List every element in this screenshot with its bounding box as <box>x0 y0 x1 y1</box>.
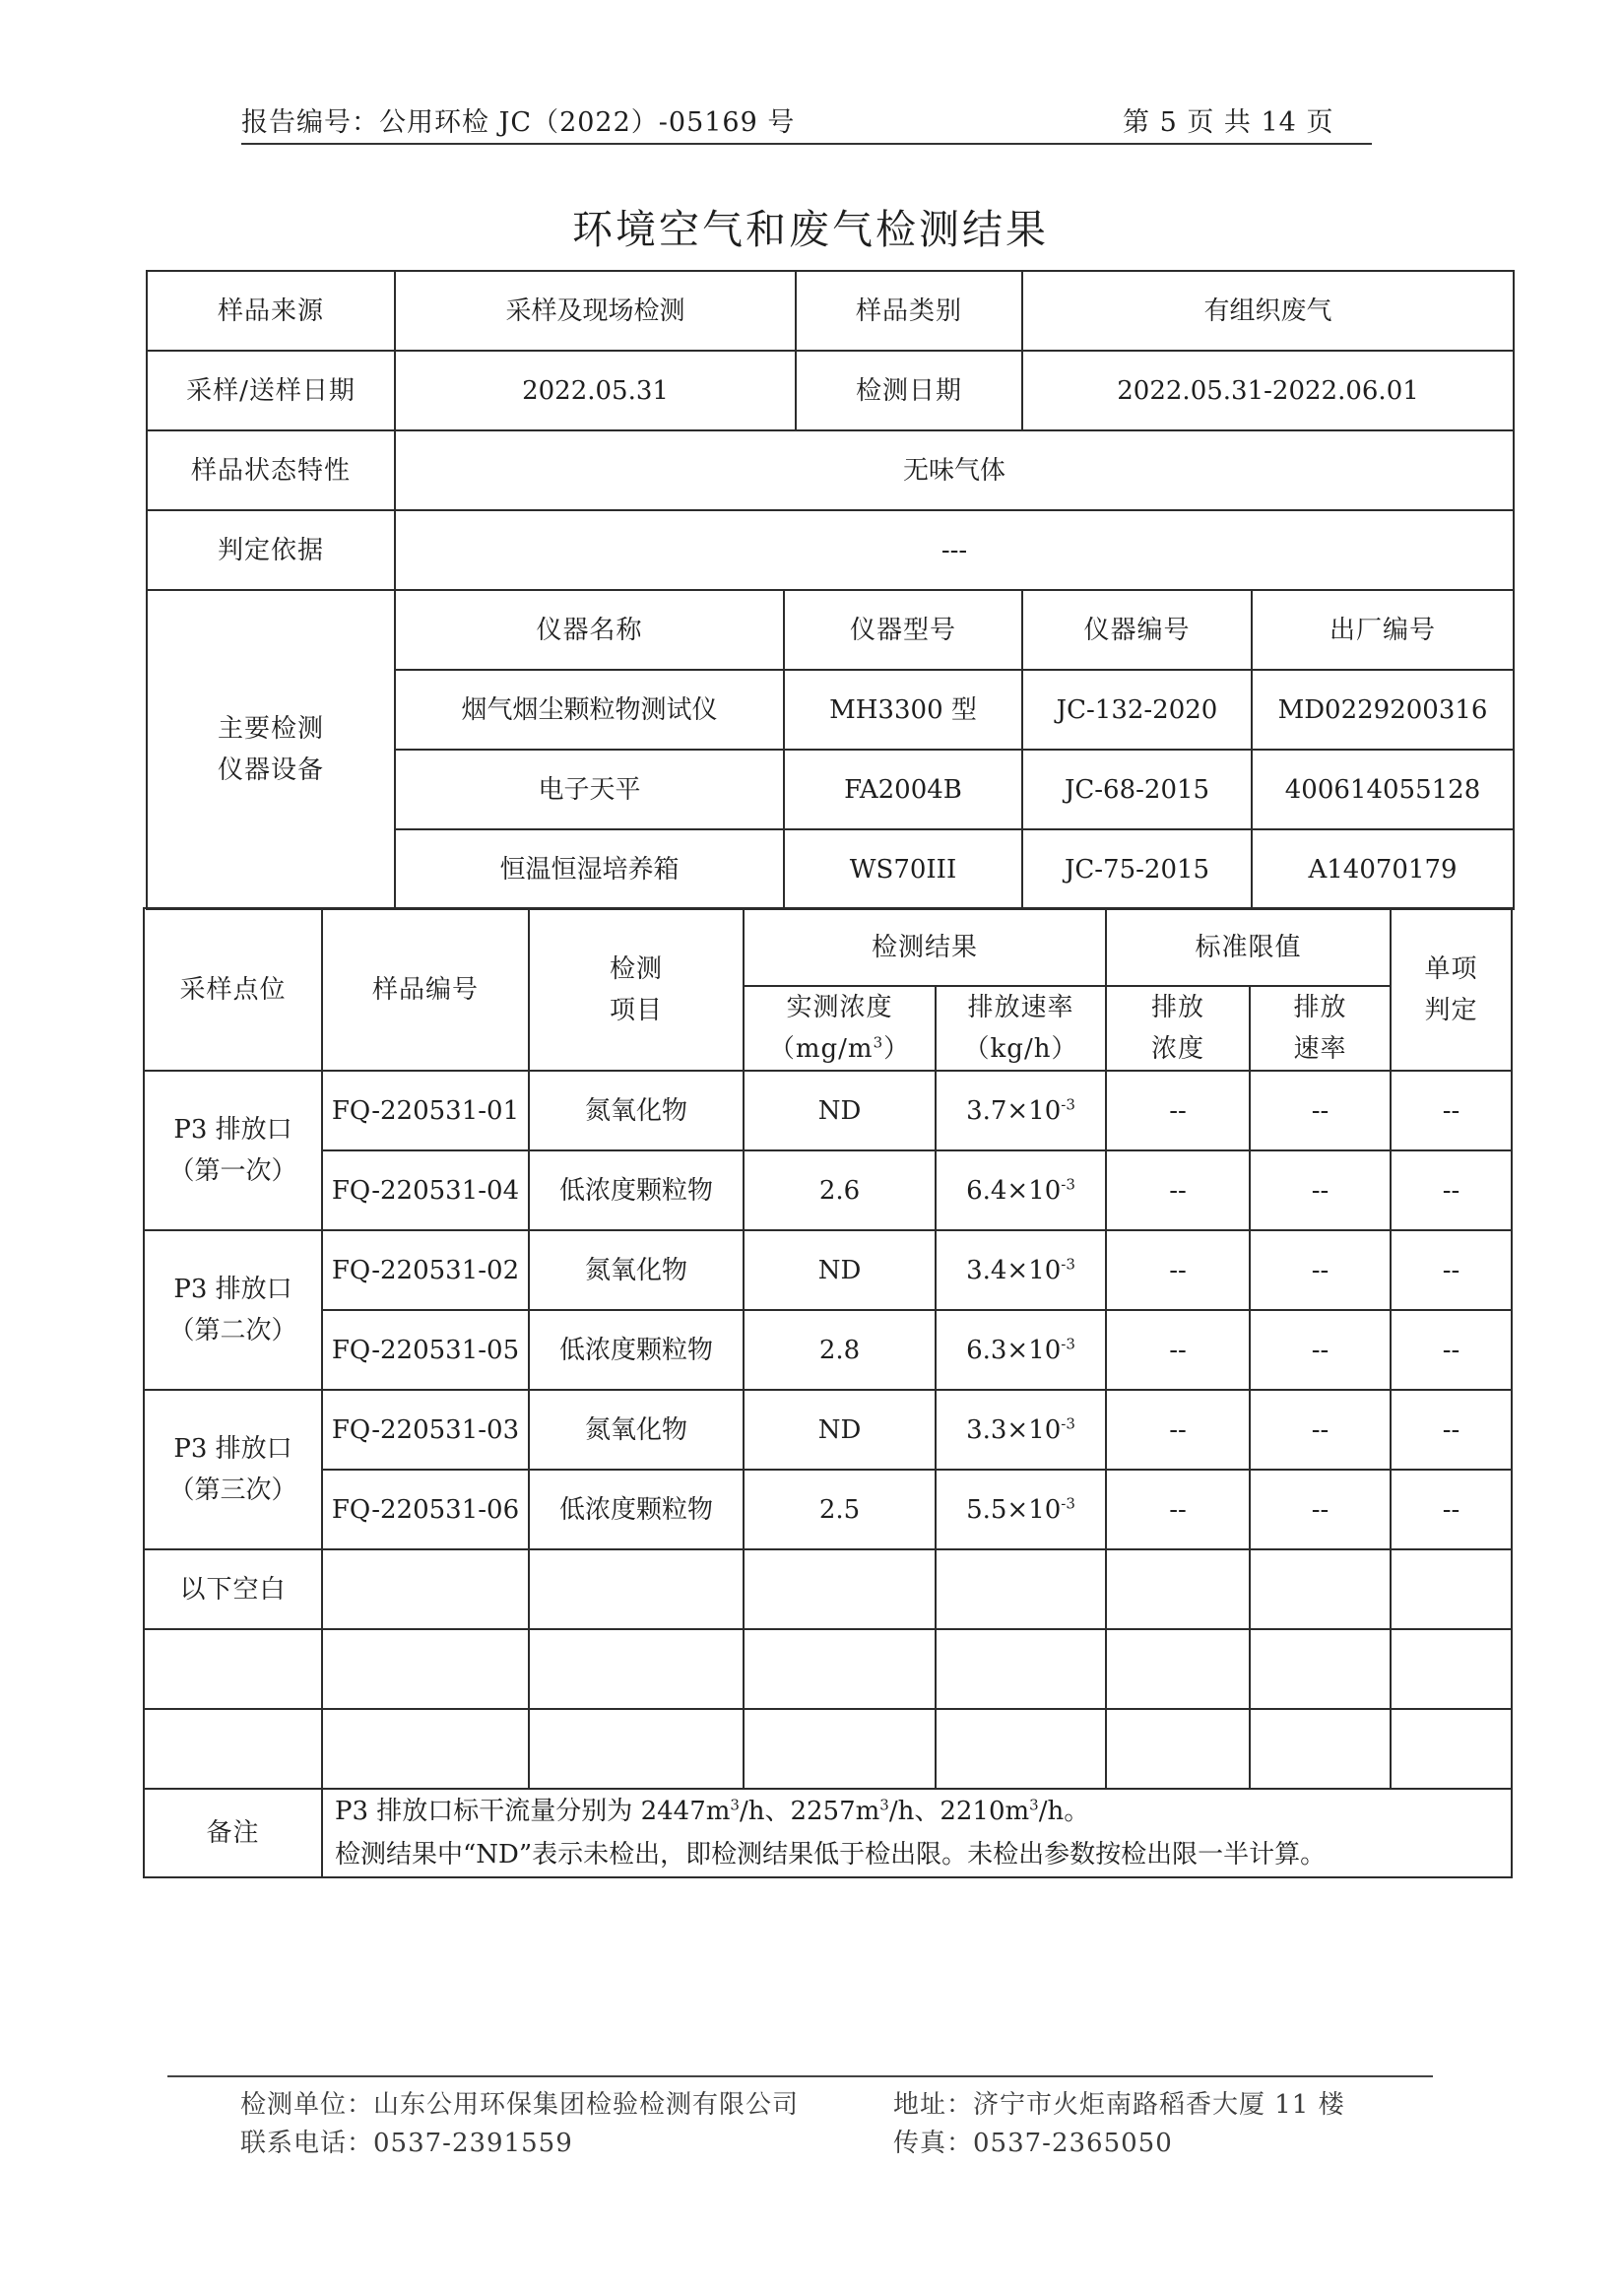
blank-row <box>144 1549 1512 1629</box>
blank-row <box>144 1629 1512 1709</box>
page-number: 第 5 页 共 14 页 <box>1123 107 1334 138</box>
header-divider <box>241 143 1372 145</box>
measured-conc: ND <box>744 1071 936 1150</box>
footer-fax: 传真：0537-2365050 <box>893 2129 1173 2158</box>
sampling-date-label: 采样/送样日期 <box>147 351 395 430</box>
instr-serial: 400614055128 <box>1252 750 1514 829</box>
remarks-text: P3 排放口标干流量分别为 $2447m^3/h$、$2257m^3/h$、$2210m^3/h$。 检测结果中“ND”表示未检出，即检测结果低于检出限。未检出参数按检出限一半计算。 <box>322 1789 1512 1877</box>
emission-rate: $6.4\times 10^{-3}$ <box>936 1150 1106 1230</box>
sampling-date-value: 2022.05.31 <box>395 351 796 430</box>
judgement: -- <box>1391 1071 1512 1150</box>
category-value: 有组织废气 <box>1022 271 1514 351</box>
remarks-label: 备注 <box>144 1789 322 1877</box>
instr-serial: MD0229200316 <box>1252 670 1514 750</box>
measured-conc: ND <box>744 1390 936 1470</box>
footer-divider <box>167 2075 1433 2077</box>
col-limit-conc: 排放 浓度 <box>1106 986 1250 1071</box>
col-result-group: 检测结果 <box>744 908 1106 986</box>
table-row <box>144 1390 1512 1470</box>
emission-rate: $6.3\times 10^{-3}$ <box>936 1310 1106 1390</box>
sampling-point: P3 排放口 （第一次） <box>144 1071 322 1230</box>
col-conc: 实测浓度 $(mg/m^3)$ <box>744 986 936 1071</box>
table-row <box>144 1071 1512 1150</box>
basis-value: --- <box>395 510 1514 590</box>
test-item: 低浓度颗粒物 <box>529 1310 744 1390</box>
limit-rate: -- <box>1250 1071 1391 1150</box>
blank-label: 以下空白 <box>144 1549 322 1629</box>
source-value: 采样及现场检测 <box>395 271 796 351</box>
measured-conc: 2.6 <box>744 1150 936 1230</box>
instr-header-number: 仪器编号 <box>1022 590 1252 670</box>
source-label: 样品来源 <box>147 271 395 351</box>
sample-no: FQ-220531-05 <box>322 1310 529 1390</box>
table-row <box>144 1470 1512 1549</box>
col-judge: 单项 判定 <box>1391 908 1512 1071</box>
test-item: 氮氧化物 <box>529 1390 744 1470</box>
page-title: 环境空气和废气检测结果 <box>572 206 1049 253</box>
test-item: 低浓度颗粒物 <box>529 1470 744 1549</box>
report-number: 报告编号：公用环检 JC（2022）-05169 号 <box>241 107 796 138</box>
basis-label: 判定依据 <box>147 510 395 590</box>
limit-rate: -- <box>1250 1230 1391 1310</box>
footer-phone: 联系电话：0537-2391559 <box>240 2129 573 2158</box>
table-row <box>144 1310 1512 1390</box>
measured-conc: 2.8 <box>744 1310 936 1390</box>
instr-model: FA2004B <box>784 750 1022 829</box>
limit-conc: -- <box>1106 1310 1250 1390</box>
sampling-point: P3 排放口 （第三次） <box>144 1390 322 1549</box>
table-row <box>144 1150 1512 1230</box>
limit-conc: -- <box>1106 1230 1250 1310</box>
instr-number: JC-75-2015 <box>1022 829 1252 909</box>
limit-conc: -- <box>1106 1071 1250 1150</box>
sampling-point: P3 排放口 （第二次） <box>144 1230 322 1390</box>
limit-conc: -- <box>1106 1390 1250 1470</box>
sample-no: FQ-220531-04 <box>322 1150 529 1230</box>
judgement: -- <box>1391 1390 1512 1470</box>
col-limit-group: 标准限值 <box>1106 908 1391 986</box>
limit-rate: -- <box>1250 1470 1391 1549</box>
test-date-value: 2022.05.31-2022.06.01 <box>1022 351 1514 430</box>
instr-header-serial: 出厂编号 <box>1252 590 1514 670</box>
test-date-label: 检测日期 <box>796 351 1022 430</box>
instr-model: WS70III <box>784 829 1022 909</box>
test-item: 低浓度颗粒物 <box>529 1150 744 1230</box>
limit-rate: -- <box>1250 1310 1391 1390</box>
instr-model: MH3300 型 <box>784 670 1022 750</box>
col-point: 采样点位 <box>144 908 322 1071</box>
instr-number: JC-132-2020 <box>1022 670 1252 750</box>
measured-conc: ND <box>744 1230 936 1310</box>
emission-rate: $3.3\times 10^{-3}$ <box>936 1390 1106 1470</box>
sample-no: FQ-220531-01 <box>322 1071 529 1150</box>
col-limit-rate: 排放 速率 <box>1250 986 1391 1071</box>
instr-serial: A14070179 <box>1252 829 1514 909</box>
test-item: 氮氧化物 <box>529 1230 744 1310</box>
instr-name: 电子天平 <box>395 750 784 829</box>
emission-rate: $3.4\times 10^{-3}$ <box>936 1230 1106 1310</box>
table-row <box>144 1230 1512 1310</box>
judgement: -- <box>1391 1150 1512 1230</box>
sample-no: FQ-220531-06 <box>322 1470 529 1549</box>
judgement: -- <box>1391 1470 1512 1549</box>
info-table <box>146 270 1515 910</box>
state-label: 样品状态特性 <box>147 430 395 510</box>
judgement: -- <box>1391 1230 1512 1310</box>
instr-name: 烟气烟尘颗粒物测试仪 <box>395 670 784 750</box>
instr-header-name: 仪器名称 <box>395 590 784 670</box>
measured-conc: 2.5 <box>744 1470 936 1549</box>
limit-rate: -- <box>1250 1150 1391 1230</box>
limit-rate: -- <box>1250 1390 1391 1470</box>
state-value: 无味气体 <box>395 430 1514 510</box>
sample-no: FQ-220531-02 <box>322 1230 529 1310</box>
instr-name: 恒温恒湿培养箱 <box>395 829 784 909</box>
test-item: 氮氧化物 <box>529 1071 744 1150</box>
judgement: -- <box>1391 1310 1512 1390</box>
emission-rate: $3.7\times 10^{-3}$ <box>936 1071 1106 1150</box>
footer-address: 地址：济宁市火炬南路稻香大厦 11 楼 <box>893 2090 1345 2120</box>
col-sample-no: 样品编号 <box>322 908 529 1071</box>
col-rate: 排放速率 （kg/h） <box>936 986 1106 1071</box>
blank-row <box>144 1709 1512 1789</box>
limit-conc: -- <box>1106 1150 1250 1230</box>
col-item: 检测 项目 <box>529 908 744 1071</box>
sample-no: FQ-220531-03 <box>322 1390 529 1470</box>
footer-unit: 检测单位：山东公用环保集团检验检测有限公司 <box>240 2090 800 2120</box>
category-label: 样品类别 <box>796 271 1022 351</box>
emission-rate: $5.5\times 10^{-3}$ <box>936 1470 1106 1549</box>
instruments-label: 主要检测 仪器设备 <box>147 590 395 909</box>
instr-header-model: 仪器型号 <box>784 590 1022 670</box>
results-table <box>143 907 1513 1878</box>
instr-number: JC-68-2015 <box>1022 750 1252 829</box>
limit-conc: -- <box>1106 1470 1250 1549</box>
